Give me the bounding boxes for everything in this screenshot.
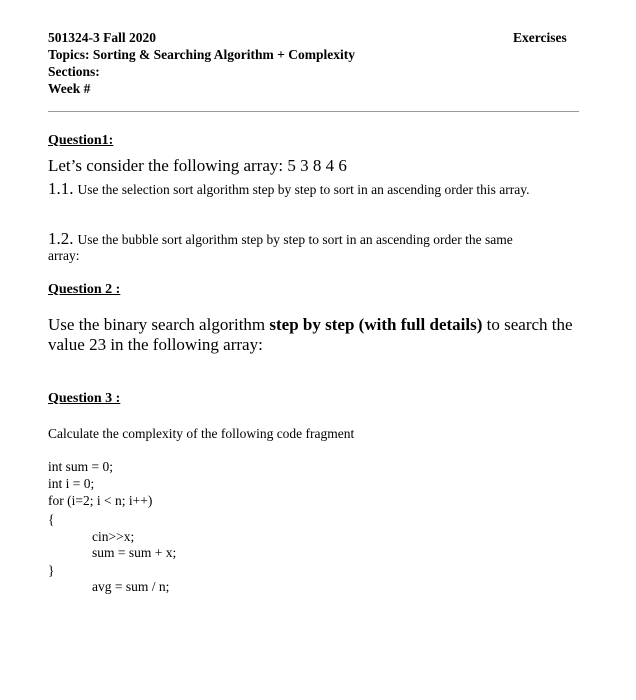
- code-line: for (i=2; i < n; i++): [48, 493, 153, 508]
- question-1-item-1: [48, 179, 530, 199]
- question-2-line-2: value 23 in the following array:: [48, 335, 263, 354]
- question-3-heading: Question 3 :: [48, 391, 121, 406]
- code-line: }: [48, 563, 55, 578]
- exercises-label: Exercises: [513, 30, 567, 45]
- question-2-emphasis: step by step (with full details): [269, 315, 483, 334]
- course-line: 501324-3 Fall 2020: [48, 30, 156, 45]
- question-2-line-1-start: Use the binary search algorithm: [48, 315, 270, 334]
- question-1-heading: Question1:: [48, 133, 114, 148]
- question-2-heading: Question 2 :: [48, 282, 121, 297]
- question-3-prompt: Calculate the complexity of the following code fragment: [48, 426, 355, 441]
- code-line: cin>>x;: [92, 529, 135, 544]
- code-line: avg = sum / n;: [92, 579, 170, 594]
- code-line: int i = 0;: [48, 476, 95, 491]
- item-2-text: Use the bubble sort algorithm step by step to sort in an ascending order the same: [77, 232, 513, 247]
- question-2-line-1: [48, 315, 573, 335]
- item-1-text: Use the selection sort algorithm step by step to sort in an ascending order this array.: [77, 182, 530, 197]
- header-divider: [48, 111, 579, 112]
- item-2-number: 1.2.: [48, 229, 74, 248]
- code-line: sum = sum + x;: [92, 545, 177, 560]
- topics-line: Topics: Sorting & Searching Algorithm + Complexity: [48, 47, 355, 62]
- question-1-intro: Let’s consider the following array: 5 3 8 4 6: [48, 156, 347, 175]
- item-2-text-continued: array:: [48, 248, 80, 263]
- item-1-number: 1.1.: [48, 179, 74, 198]
- week-line: Week #: [48, 81, 91, 96]
- code-line: int sum = 0;: [48, 459, 113, 474]
- question-1-item-2: [48, 229, 513, 249]
- question-2-line-1-end: to search the: [482, 315, 573, 334]
- code-line: {: [48, 512, 55, 527]
- sections-line: Sections:: [48, 64, 100, 79]
